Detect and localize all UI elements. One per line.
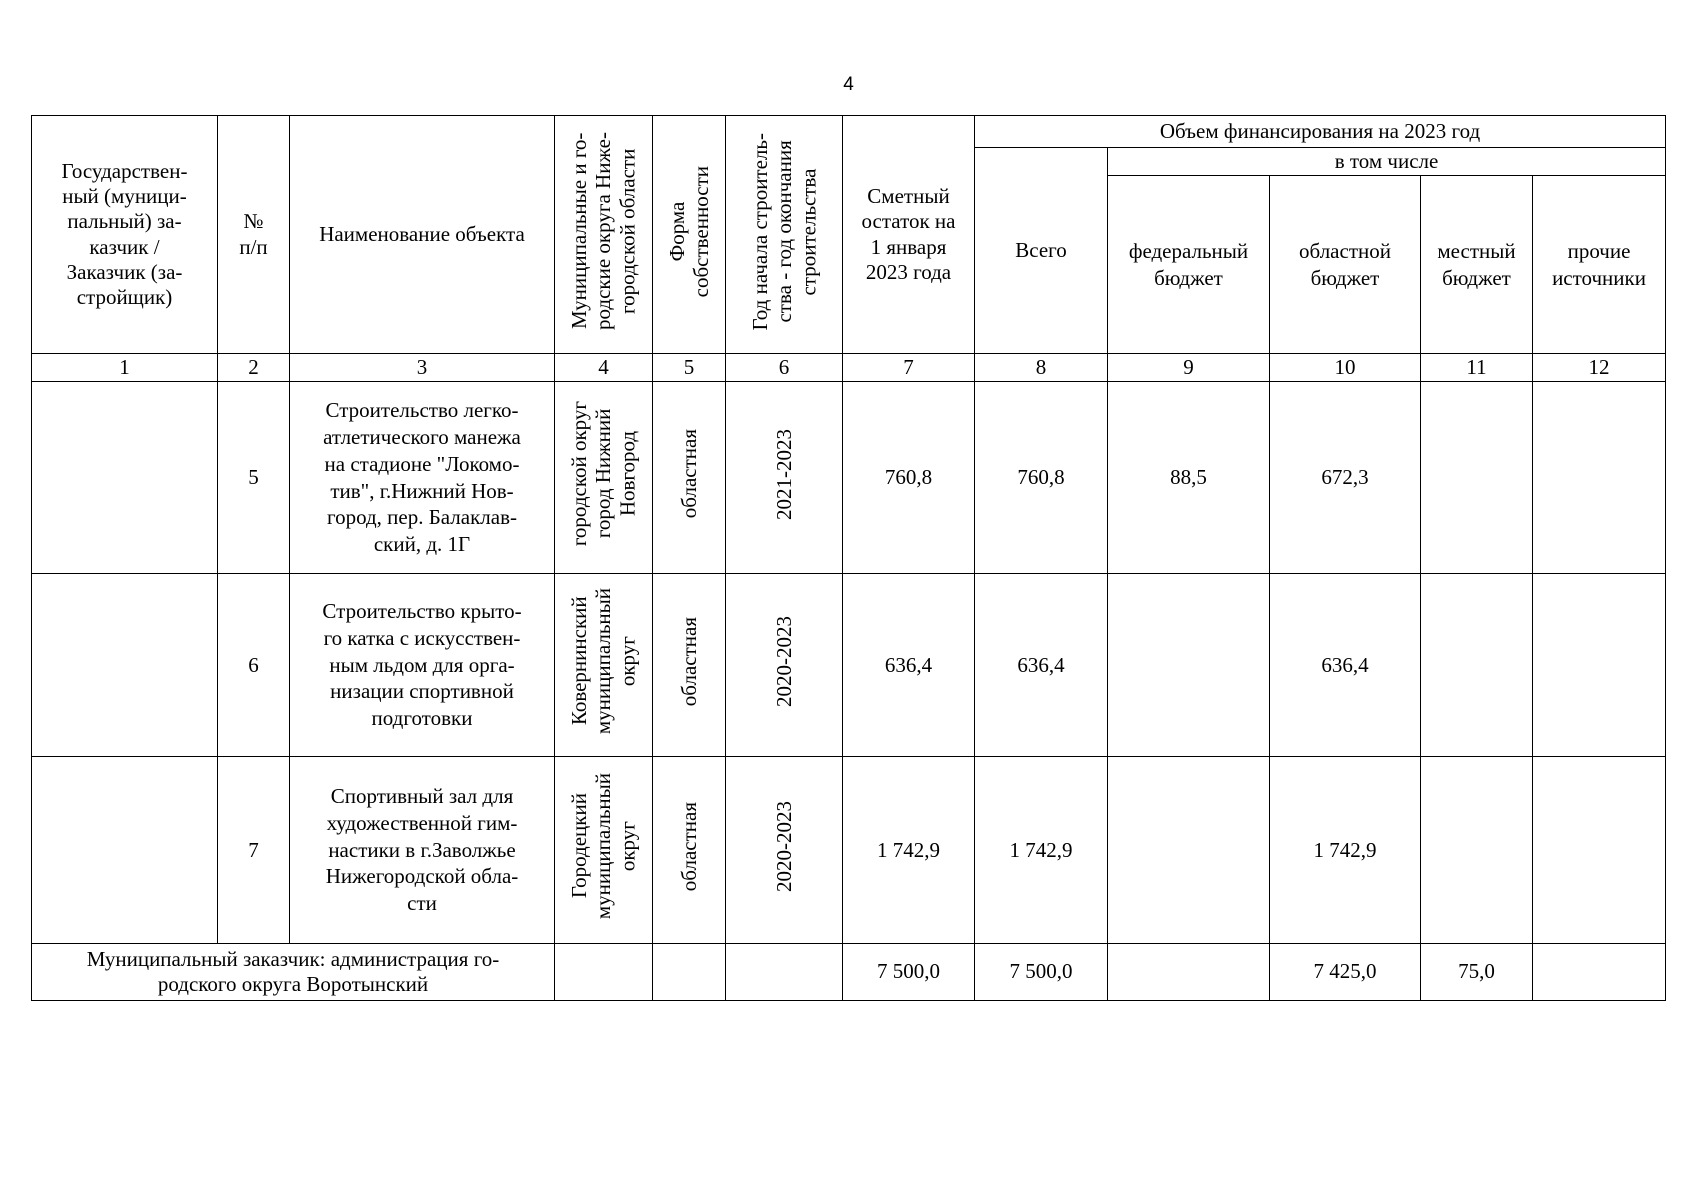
row-municipality-text: городской округ город Нижний Новгород [567,401,640,547]
header-object-name: Наименование объекта [290,116,555,354]
total-estimate: 7 500,0 [843,944,975,1001]
row-num: 6 [218,574,290,757]
row-customer [32,382,218,574]
row-estimate: 636,4 [843,574,975,757]
header-row-1 [32,116,1666,148]
header-num: № п/п [218,116,290,354]
header-years-text: Год начала строитель- ства - год окончания строительства [747,132,821,331]
total-municipality [555,944,653,1001]
row-regional: 1 742,9 [1270,757,1421,944]
row-ownership [653,382,726,574]
col-number: 5 [653,354,726,382]
row-total: 1 742,9 [975,757,1108,944]
header-regional: областной бюджет [1270,176,1421,354]
row-federal [1108,757,1270,944]
table-row [32,757,1666,944]
financing-table [31,115,1666,1001]
row-object-name: Спортивный зал для художественной гим- настики в г.Заволжье Нижегородской обла- сти [290,757,555,944]
row-other [1533,382,1666,574]
row-num: 7 [218,757,290,944]
total-row [32,944,1666,1001]
header-total: Всего [975,148,1108,354]
row-federal: 88,5 [1108,382,1270,574]
col-number: 3 [290,354,555,382]
row-municipality [555,757,653,944]
row-federal [1108,574,1270,757]
row-years-text: 2021-2023 [771,428,796,520]
header-ownership-text: Форма собственности [664,165,713,298]
row-ownership-text: областная [676,801,701,892]
total-other [1533,944,1666,1001]
row-municipality [555,382,653,574]
header-federal: федеральный бюджет [1108,176,1270,354]
total-regional: 7 425,0 [1270,944,1421,1001]
row-other [1533,574,1666,757]
row-years-text: 2020-2023 [771,616,796,708]
header-years [726,116,843,354]
row-object-name: Строительство крыто- го катка с искусствен- ным льдом для орга- низации спортивной подготовки [290,574,555,757]
col-number: 7 [843,354,975,382]
row-ownership [653,757,726,944]
total-label: Муниципальный заказчик: администрация го- родского округа Воротынский [32,944,555,1001]
header-municipality-text: Муниципальные и го- родские округа Ниже- городской области [567,132,640,331]
row-regional: 672,3 [1270,382,1421,574]
row-estimate: 1 742,9 [843,757,975,944]
col-number: 4 [555,354,653,382]
col-number: 8 [975,354,1108,382]
page-number: 4 [843,74,854,95]
total-ownership [653,944,726,1001]
col-number: 11 [1421,354,1533,382]
row-years [726,382,843,574]
col-number: 6 [726,354,843,382]
column-numbers-row [32,354,1666,382]
header-ownership [653,116,726,354]
total-years [726,944,843,1001]
row-ownership-text: областная [676,429,701,519]
header-customer: Государствен- ный (муници- пальный) за- казчик / Заказчик (за- стройщик) [32,116,218,354]
row-municipality-text: Городецкий муниципальный округ [567,773,640,920]
header-funding: Объем финансирования на 2023 год [975,116,1666,148]
row-ownership [653,574,726,757]
header-local: местный бюджет [1421,176,1533,354]
row-object-name: Строительство легко- атлетического манежа на стадионе "Локомо- тив", г.Нижний Нов- город, пер. Балаклав- ский, д. 1Г [290,382,555,574]
row-municipality-text: Ковернинский муниципальный округ [567,588,640,735]
table-row [32,382,1666,574]
row-local [1421,757,1533,944]
table-row [32,574,1666,757]
row-total: 636,4 [975,574,1108,757]
col-number: 12 [1533,354,1666,382]
row-ownership-text: областная [676,616,701,707]
row-local [1421,382,1533,574]
col-number: 2 [218,354,290,382]
row-years-text: 2020-2023 [771,801,796,893]
row-other [1533,757,1666,944]
row-local [1421,574,1533,757]
row-estimate: 760,8 [843,382,975,574]
row-customer [32,757,218,944]
header-municipality [555,116,653,354]
total-local: 75,0 [1421,944,1533,1001]
total-total: 7 500,0 [975,944,1108,1001]
header-estimate: Сметный остаток на 1 января 2023 года [843,116,975,354]
row-customer [32,574,218,757]
row-municipality [555,574,653,757]
header-other: прочие источники [1533,176,1666,354]
col-number: 9 [1108,354,1270,382]
col-number: 10 [1270,354,1421,382]
row-total: 760,8 [975,382,1108,574]
row-years [726,757,843,944]
total-federal [1108,944,1270,1001]
col-number: 1 [32,354,218,382]
row-regional: 636,4 [1270,574,1421,757]
header-including: в том числе [1108,148,1666,176]
row-num: 5 [218,382,290,574]
row-years [726,574,843,757]
